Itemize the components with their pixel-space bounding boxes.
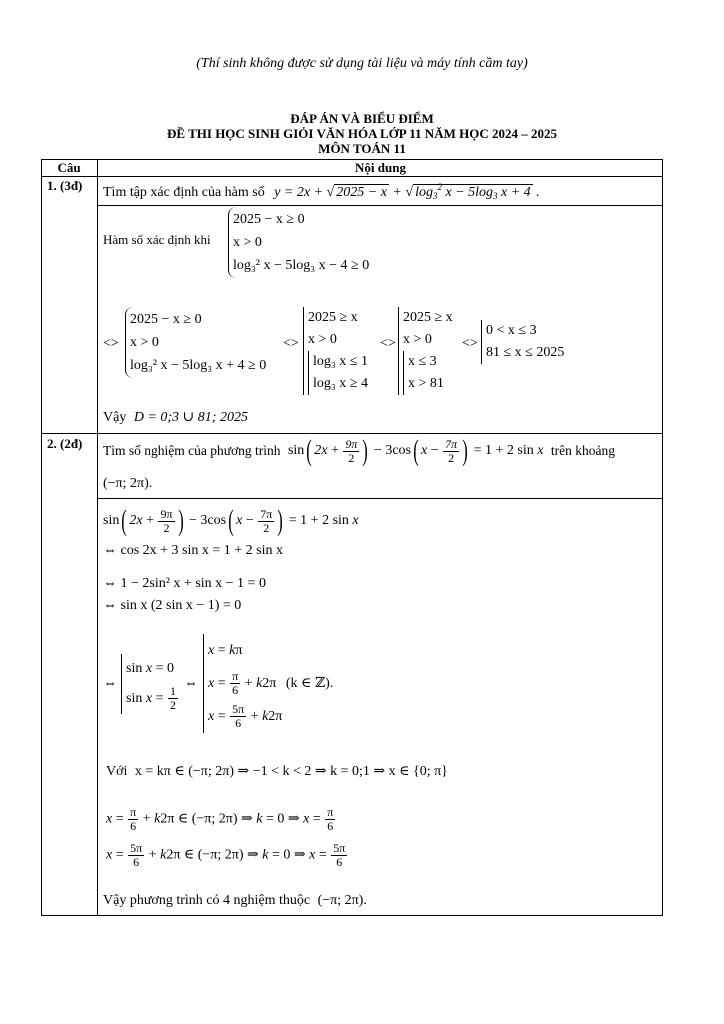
final-prefix: Vậy phương trình có 4 nghiệm thuộc	[103, 893, 311, 908]
solution-case-3: x = $\frac{5\pi}{6}$ + k2π ∈ (−π; 2π) ⇒ k = 0 ⇒ x = $\frac{5\pi}{6}$	[106, 841, 346, 869]
sys4-line: x ≤ 3	[408, 354, 437, 369]
sys3-line: x > 0	[308, 332, 337, 347]
row-divider	[41, 176, 663, 177]
exam-title: ĐỀ THI HỌC SINH GIỎI VĂN HÓA LỚP 11 NĂM HỌC 2024 – 2025	[167, 126, 557, 141]
domain-system-3	[303, 307, 368, 395]
sys2-line: 2025 − x ≥ 0	[130, 312, 202, 327]
question-2-conclusion	[103, 893, 367, 909]
solution-case-1	[106, 763, 448, 780]
question-2-prompt-text: Tìm số nghiệm của phương trình	[103, 443, 281, 459]
column-header-noi-dung: Nội dung	[355, 160, 406, 175]
sys1-line: log₃² x − 5log₃ x − 4 ≥ 0	[233, 258, 370, 273]
column-header-cau: Câu	[57, 160, 81, 175]
question-2-label: 2. (2đ)	[47, 436, 83, 451]
sys3-line: log₃ x ≤ 1	[313, 354, 368, 369]
sys5-line: 0 < x ≤ 3	[486, 323, 537, 338]
question-2-prompt-tail: trên khoảng	[550, 443, 615, 459]
solution-step-4: ⇔ sin x (2 sin x − 1) = 0	[103, 598, 242, 613]
row-divider	[41, 433, 663, 434]
sys2-line: x > 0	[130, 335, 159, 350]
question-1-prompt	[103, 182, 540, 201]
solution-case-2: x = $\frac{\pi}{6}$ + k2π ∈ (−π; 2π) ⇒ k = 0 ⇒ x = $\frac{\pi}{6}$	[106, 805, 334, 833]
sys4-line: 2025 ≥ x	[403, 310, 453, 325]
conclusion-domain: D = 0;3 ∪ 81; 2025	[133, 410, 248, 425]
with-prefix: Với	[106, 764, 128, 779]
conclusion-prefix: Vậy	[103, 410, 127, 425]
row-divider	[98, 498, 663, 499]
exam-note: (Thí sinh không được sử dụng tài liệu và máy tính cầm tay)	[196, 56, 528, 71]
k-set: (k ∈ ℤ).	[285, 676, 334, 691]
sys4-line: x > 81	[408, 376, 444, 391]
sys3-line: log₃ x ≥ 4	[313, 376, 368, 391]
sys4-line: x > 0	[403, 332, 432, 347]
equiv-sign: <>	[283, 336, 299, 351]
domain-condition-text: Hàm số xác định khi	[103, 232, 211, 247]
final-interval: (−π; 2π).	[317, 893, 367, 908]
subject-title: MÔN TOÁN 11	[318, 141, 406, 156]
question-1-label: 1. (3đ)	[47, 178, 83, 193]
sys3-line: 2025 ≥ x	[308, 310, 358, 325]
question-2-equation: sin( 2x + $\frac{9\pi}{2}$ ) − 3cos( x − $\frac{7\pi}{2}$ ) = 1 + 2 sin x	[287, 434, 544, 467]
question-1-prompt-text: Tìm tập xác định của hàm số	[103, 185, 265, 200]
sys1-line: x > 0	[233, 235, 262, 250]
question-2-interval: (−π; 2π).	[103, 476, 153, 491]
sys5-line: 81 ≤ x ≤ 2025	[486, 345, 565, 360]
with-line: x = kπ ∈ (−π; 2π) ⇒ −1 < k < 2 ⇒ k = 0;1 ⇒ x ∈ {0; π}	[134, 764, 448, 779]
question-1-conclusion	[103, 409, 248, 426]
answer-key-title: ĐÁP ÁN VÀ BIỂU ĐIỂM	[290, 111, 434, 126]
row-divider	[98, 205, 663, 206]
equiv-sign: <>	[103, 336, 119, 351]
solution-step-1: sin( 2x + $\frac{9\pi}{2}$ ) − 3cos( x − $\frac{7\pi}{2}$ ) = 1 + 2 sin x	[103, 504, 359, 537]
domain-system-5	[481, 320, 564, 364]
column-divider	[97, 159, 98, 916]
sys1-line: 2025 − x ≥ 0	[233, 212, 305, 227]
domain-system-4	[398, 307, 453, 395]
domain-system-2	[125, 307, 266, 378]
domain-system-1	[228, 207, 369, 278]
sys2-line: log₃² x − 5log₃ x + 4 ≥ 0	[130, 358, 267, 373]
solution-step-2: ⇔ cos 2x + 3 sin x = 1 + 2 sin x	[103, 543, 284, 558]
equiv-sign: <>	[462, 336, 478, 351]
question-1-function: y = 2x + √ 2025 − x + √ $\log_3^2 x - 5\log_3$ x + 4 .	[274, 182, 540, 201]
question-2-prompt	[103, 436, 615, 466]
solution-step-3: ⇔ 1 − 2sin² x + sin x − 1 = 0	[103, 576, 266, 591]
solution-step-5: ⇔ sin x = 0 sin x = $\frac{1}{2}$ ⇔ x = kπ x = $\frac{\pi}{6}$ + k2π (k ∈ ℤ). x = $\frac{5\pi}{6}$ + k2π	[103, 634, 333, 733]
equiv-sign: <>	[380, 336, 396, 351]
